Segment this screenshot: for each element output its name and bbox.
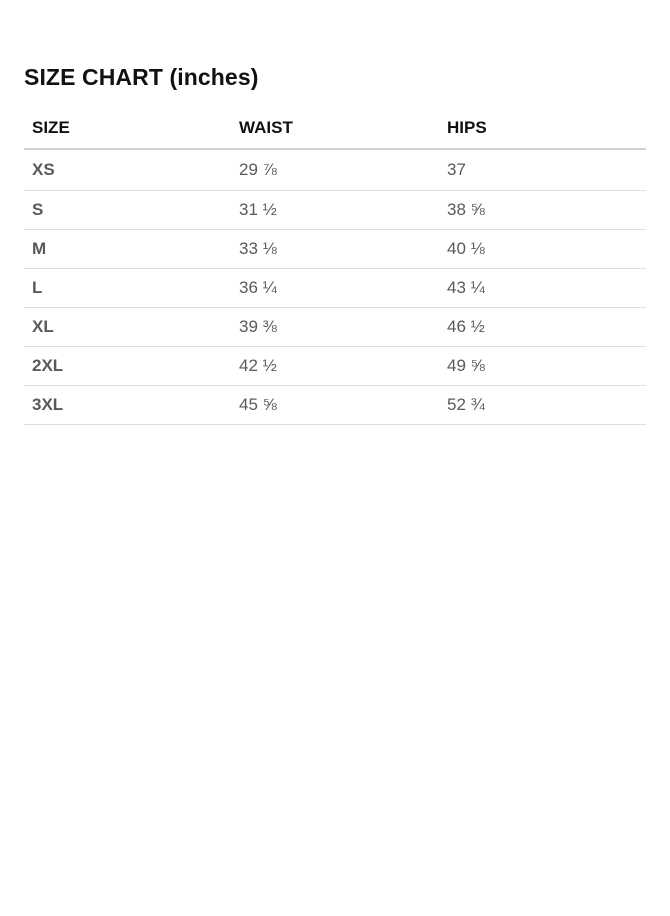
hips-cell: 43 ¼ [439, 269, 646, 308]
size-cell: M [24, 230, 231, 269]
size-chart-table [24, 108, 646, 425]
page-title: SIZE CHART (inches) [24, 64, 259, 90]
size-cell: XL [24, 308, 231, 347]
column-header-size: SIZE [24, 108, 231, 149]
hips-cell: 52 ¾ [439, 386, 646, 425]
table-row [24, 149, 646, 191]
table-row [24, 308, 646, 347]
hips-cell: 37 [439, 149, 646, 191]
header-row [24, 108, 646, 149]
table-row [24, 230, 646, 269]
table-row [24, 269, 646, 308]
size-cell: S [24, 191, 231, 230]
waist-cell: 31 ½ [231, 191, 439, 230]
hips-cell: 40 ⅛ [439, 230, 646, 269]
table-row [24, 191, 646, 230]
waist-cell: 33 ⅛ [231, 230, 439, 269]
waist-cell: 39 ⅜ [231, 308, 439, 347]
waist-cell: 36 ¼ [231, 269, 439, 308]
column-header-waist: WAIST [231, 108, 439, 149]
waist-cell: 42 ½ [231, 347, 439, 386]
hips-cell: 49 ⅝ [439, 347, 646, 386]
waist-cell: 29 ⅞ [231, 149, 439, 191]
size-cell: L [24, 269, 231, 308]
hips-cell: 46 ½ [439, 308, 646, 347]
table-row [24, 347, 646, 386]
table-body [24, 149, 646, 425]
size-cell: XS [24, 149, 231, 191]
table-row [24, 386, 646, 425]
size-cell: 2XL [24, 347, 231, 386]
hips-cell: 38 ⅝ [439, 191, 646, 230]
waist-cell: 45 ⅝ [231, 386, 439, 425]
column-header-hips: HIPS [439, 108, 646, 149]
table-header [24, 108, 646, 149]
size-cell: 3XL [24, 386, 231, 425]
